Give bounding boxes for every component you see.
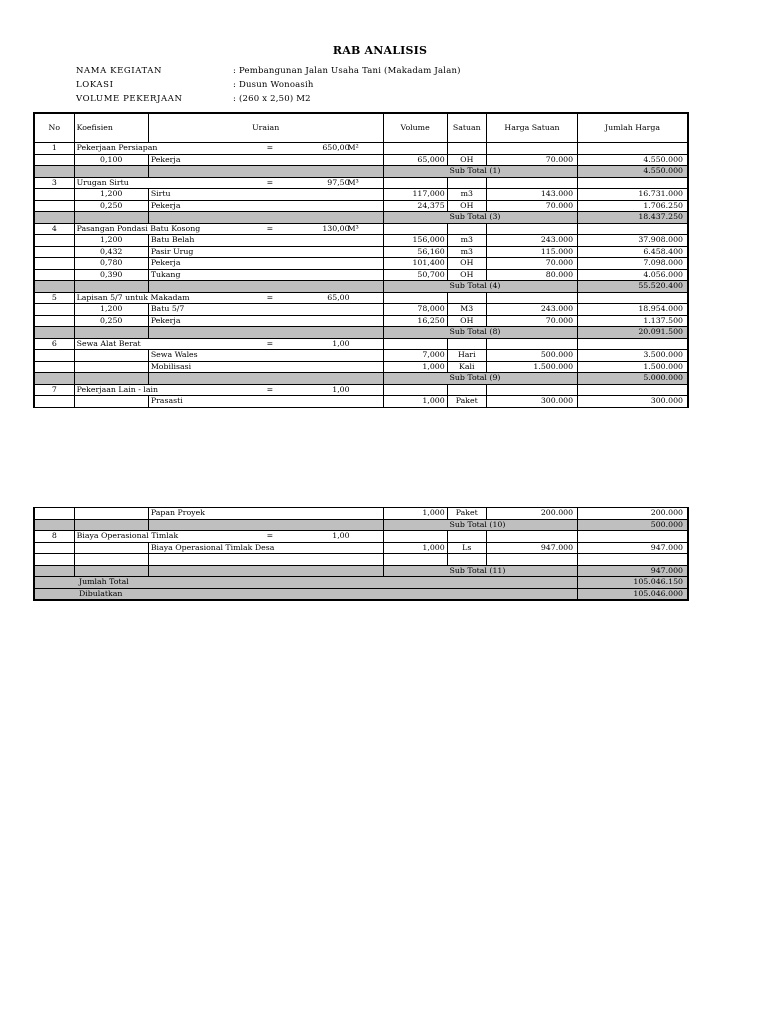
empty-cell	[74, 281, 148, 293]
item-harga-satuan: 947.000	[486, 542, 577, 554]
empty-cell	[486, 338, 577, 350]
section-title: Biaya Operasional Timlak	[76, 531, 179, 541]
item-uraian: Pekerja	[148, 258, 383, 270]
item-harga-satuan: 70.000	[486, 200, 577, 212]
section-title: Pekerjaan Lain - lain	[76, 384, 158, 394]
item-jumlah-harga: 1.137.500	[578, 315, 688, 327]
item-uraian: Sirtu	[148, 189, 383, 201]
empty-cell	[34, 315, 74, 327]
section-row	[34, 384, 688, 396]
section-row	[34, 143, 688, 155]
item-jumlah-harga: 4.056.000	[578, 269, 688, 281]
section-number: 1	[34, 143, 74, 155]
section-equals: =	[266, 292, 274, 302]
item-jumlah-harga: 1.500.000	[578, 361, 688, 373]
item-volume: 16,250	[383, 315, 447, 327]
item-satuan: OH	[447, 315, 486, 327]
meta-row-volume	[76, 92, 461, 106]
item-uraian: Sewa Wales	[148, 350, 383, 362]
item-volume: 101,400	[383, 258, 447, 270]
item-volume: 1,000	[383, 396, 447, 408]
empty-cell	[578, 384, 688, 396]
item-volume: 156,000	[383, 235, 447, 247]
subtotal-label: Sub Total (9)	[383, 373, 578, 385]
subtotal-amount: 500.000	[578, 519, 688, 531]
empty-cell	[578, 531, 688, 543]
item-koefisien: 1,200	[74, 304, 148, 316]
subtotal-row	[34, 373, 688, 385]
item-row	[34, 189, 688, 201]
section-equals: =	[266, 338, 274, 348]
item-uraian: Batu Belah	[148, 235, 383, 247]
empty-cell	[148, 212, 383, 224]
empty-cell	[74, 166, 148, 178]
empty-cell	[486, 143, 577, 155]
section-quantity: 97,50	[327, 177, 350, 187]
section-title-cell	[74, 223, 383, 235]
item-harga-satuan: 70.000	[486, 258, 577, 270]
item-jumlah-harga: 18.954.000	[578, 304, 688, 316]
meta-label: VOLUME PEKERJAAN	[76, 94, 183, 104]
empty-cell	[447, 292, 486, 304]
item-satuan: Paket	[447, 508, 486, 520]
item-satuan: OH	[447, 269, 486, 281]
empty-cell	[447, 531, 486, 543]
item-volume: 65,000	[383, 154, 447, 166]
section-number: 5	[34, 292, 74, 304]
section-number: 3	[34, 177, 74, 189]
empty-cell	[148, 327, 383, 339]
empty-cell	[383, 531, 447, 543]
empty-cell	[447, 177, 486, 189]
empty-cell	[34, 350, 74, 362]
empty-cell	[34, 200, 74, 212]
section-row	[34, 338, 688, 350]
section-title: Pekerjaan Persiapan	[76, 143, 158, 153]
section-equals: =	[266, 531, 274, 540]
item-satuan: Ls	[447, 542, 486, 554]
subtotal-label: Sub Total (11)	[383, 565, 578, 577]
total-row	[34, 588, 688, 600]
empty-cell	[383, 143, 447, 155]
empty-cell	[578, 338, 688, 350]
empty-cell	[447, 384, 486, 396]
empty-cell	[148, 166, 383, 178]
total-label: Jumlah Total	[34, 577, 578, 589]
empty-cell	[148, 281, 383, 293]
section-equals: =	[266, 384, 274, 394]
item-jumlah-harga: 4.550.000	[578, 154, 688, 166]
empty-cell	[74, 519, 148, 531]
item-row	[34, 350, 688, 362]
item-satuan: m3	[447, 189, 486, 201]
section-equals: =	[266, 223, 274, 233]
item-uraian: Pekerja	[148, 200, 383, 212]
subtotal-label: Sub Total (3)	[383, 212, 578, 224]
meta-row-kegiatan	[76, 64, 461, 78]
item-koefisien: 1,200	[74, 235, 148, 247]
empty-cell	[34, 327, 74, 339]
item-jumlah-harga: 200.000	[578, 508, 688, 520]
item-row	[34, 200, 688, 212]
item-uraian: Batu 5/7	[148, 304, 383, 316]
item-koefisien: 0,250	[74, 315, 148, 327]
empty-cell	[34, 373, 74, 385]
item-koefisien	[74, 542, 148, 554]
section-title-cell	[74, 531, 383, 543]
empty-cell	[447, 223, 486, 235]
empty-cell	[34, 166, 74, 178]
rab-table-top	[33, 112, 689, 408]
subtotal-amount: 4.550.000	[578, 166, 688, 178]
section-title-cell	[74, 143, 383, 155]
subtotal-row	[34, 212, 688, 224]
item-satuan: OH	[447, 154, 486, 166]
section-row	[34, 223, 688, 235]
item-harga-satuan: 1.500.000	[486, 361, 577, 373]
item-harga-satuan: 243.000	[486, 235, 577, 247]
meta-label: NAMA KEGIATAN	[76, 66, 163, 76]
section-title: Lapisan 5/7 untuk Makadam	[76, 292, 190, 302]
item-row	[34, 235, 688, 247]
empty-cell	[34, 361, 74, 373]
item-jumlah-harga: 16.731.000	[578, 189, 688, 201]
item-volume: 78,000	[383, 304, 447, 316]
subtotal-amount: 18.437.250	[578, 212, 688, 224]
item-volume: 117,000	[383, 189, 447, 201]
total-label: Dibulatkan	[34, 588, 578, 600]
section-title-cell	[74, 292, 383, 304]
total-amount: 105.046.150	[578, 577, 688, 589]
item-row	[34, 508, 688, 520]
total-row	[34, 577, 688, 589]
empty-cell	[486, 292, 577, 304]
item-satuan: OH	[447, 200, 486, 212]
item-koefisien: 1,200	[74, 189, 148, 201]
rab-table-bottom	[33, 507, 689, 601]
item-harga-satuan: 243.000	[486, 304, 577, 316]
item-jumlah-harga: 300.000	[578, 396, 688, 408]
item-row	[34, 246, 688, 258]
empty-cell	[383, 223, 447, 235]
item-koefisien: 0,100	[74, 154, 148, 166]
item-jumlah-harga: 1.706.250	[578, 200, 688, 212]
empty-cell	[447, 338, 486, 350]
section-title: Sewa Alat Berat	[76, 338, 141, 348]
section-number: 6	[34, 338, 74, 350]
section-quantity: 1,00	[332, 384, 350, 394]
empty-cell	[148, 554, 383, 566]
item-uraian: Prasasti	[148, 396, 383, 408]
section-row	[34, 292, 688, 304]
empty-cell	[34, 304, 74, 316]
item-satuan: M3	[447, 304, 486, 316]
subtotal-label: Sub Total (8)	[383, 327, 578, 339]
item-uraian: Biaya Operasional Timlak Desa	[148, 542, 383, 554]
item-row	[34, 361, 688, 373]
empty-cell	[447, 554, 486, 566]
empty-cell	[578, 143, 688, 155]
item-jumlah-harga: 37.908.000	[578, 235, 688, 247]
item-jumlah-harga: 6.458.400	[578, 246, 688, 258]
header-volume: Volume	[383, 113, 447, 143]
subtotal-row	[34, 166, 688, 178]
item-harga-satuan: 200.000	[486, 508, 577, 520]
empty-cell	[148, 373, 383, 385]
empty-cell	[34, 396, 74, 408]
subtotal-row	[34, 281, 688, 293]
empty-cell	[486, 177, 577, 189]
empty-cell	[74, 327, 148, 339]
section-title-cell	[74, 338, 383, 350]
item-uraian: Pekerja	[148, 315, 383, 327]
item-volume: 1,000	[383, 542, 447, 554]
item-koefisien: 0,432	[74, 246, 148, 258]
section-quantity: 1,00	[332, 531, 350, 540]
section-quantity: 130,00	[322, 223, 350, 233]
section-unit: M²	[347, 143, 359, 152]
section-number: 4	[34, 223, 74, 235]
header-harga-satuan: Harga Satuan	[486, 113, 577, 143]
subtotal-label: Sub Total (1)	[383, 166, 578, 178]
empty-cell	[578, 554, 688, 566]
section-quantity: 650,00	[322, 143, 350, 152]
item-satuan: Hari	[447, 350, 486, 362]
item-koefisien	[74, 508, 148, 520]
item-uraian: Papan Proyek	[148, 508, 383, 520]
subtotal-row	[34, 519, 688, 531]
table-header-row	[34, 113, 688, 143]
empty-cell	[74, 554, 148, 566]
meta-value: : Pembangunan Jalan Usaha Tani (Makadam Jalan)	[233, 66, 461, 76]
document-title: RAB ANALISIS	[332, 44, 428, 57]
item-harga-satuan: 500.000	[486, 350, 577, 362]
item-jumlah-harga: 7.098.000	[578, 258, 688, 270]
empty-cell	[34, 554, 74, 566]
header-uraian: Uraian	[148, 113, 383, 143]
empty-cell	[447, 143, 486, 155]
item-row	[34, 304, 688, 316]
item-harga-satuan: 70.000	[486, 154, 577, 166]
empty-cell	[34, 212, 74, 224]
section-unit: M³	[347, 177, 359, 187]
item-koefisien	[74, 350, 148, 362]
meta-label: LOKASI	[76, 80, 114, 90]
item-koefisien: 0,390	[74, 269, 148, 281]
section-number: 7	[34, 384, 74, 396]
section-title-cell	[74, 177, 383, 189]
empty-cell	[486, 531, 577, 543]
subtotal-amount: 5.000.000	[578, 373, 688, 385]
header-jumlah-harga: Jumlah Harga	[578, 113, 688, 143]
item-satuan: Kali	[447, 361, 486, 373]
header-no: No	[34, 113, 74, 143]
section-title: Pasangan Pondasi Batu Kosong	[76, 223, 201, 233]
empty-cell	[34, 154, 74, 166]
section-quantity: 1,00	[332, 338, 350, 348]
subtotal-amount: 55.520.400	[578, 281, 688, 293]
item-volume: 24,375	[383, 200, 447, 212]
empty-cell	[383, 292, 447, 304]
empty-cell	[148, 519, 383, 531]
item-harga-satuan: 115.000	[486, 246, 577, 258]
empty-cell	[578, 177, 688, 189]
empty-cell	[34, 542, 74, 554]
item-row	[34, 396, 688, 408]
section-number: 8	[34, 531, 74, 543]
section-equals: =	[266, 177, 274, 187]
item-uraian: Pekerja	[148, 154, 383, 166]
item-row	[34, 269, 688, 281]
item-koefisien	[74, 396, 148, 408]
empty-cell	[34, 508, 74, 520]
item-satuan: OH	[447, 258, 486, 270]
empty-cell	[486, 554, 577, 566]
item-volume: 56,160	[383, 246, 447, 258]
item-uraian: Mobilisasi	[148, 361, 383, 373]
subtotal-row	[34, 327, 688, 339]
item-koefisien: 0,250	[74, 200, 148, 212]
empty-cell	[148, 565, 383, 577]
empty-cell	[74, 212, 148, 224]
section-row	[34, 531, 688, 543]
item-row	[34, 154, 688, 166]
section-row	[34, 177, 688, 189]
item-harga-satuan: 70.000	[486, 315, 577, 327]
item-satuan: m3	[447, 235, 486, 247]
meta-value: : (260 x 2,50) M2	[233, 94, 311, 104]
blank-row	[34, 554, 688, 566]
subtotal-amount: 20.091.500	[578, 327, 688, 339]
item-volume: 7,000	[383, 350, 447, 362]
item-row	[34, 315, 688, 327]
subtotal-row	[34, 565, 688, 577]
section-equals: =	[266, 143, 274, 152]
item-koefisien	[74, 361, 148, 373]
empty-cell	[486, 384, 577, 396]
item-satuan: m3	[447, 246, 486, 258]
empty-cell	[34, 189, 74, 201]
meta-row-lokasi	[76, 78, 461, 92]
section-quantity: 65,00	[327, 292, 350, 302]
empty-cell	[74, 373, 148, 385]
header-satuan: Satuan	[447, 113, 486, 143]
empty-cell	[34, 235, 74, 247]
empty-cell	[383, 554, 447, 566]
subtotal-amount: 947.000	[578, 565, 688, 577]
item-row	[34, 542, 688, 554]
item-jumlah-harga: 3.500.000	[578, 350, 688, 362]
item-volume: 50,700	[383, 269, 447, 281]
section-unit: M³	[347, 223, 359, 233]
subtotal-label: Sub Total (10)	[383, 519, 578, 531]
item-uraian: Tukang	[148, 269, 383, 281]
item-uraian: Pasir Urug	[148, 246, 383, 258]
section-title: Urugan Sirtu	[76, 177, 129, 187]
item-row	[34, 258, 688, 270]
meta-value: : Dusun Wonoasih	[233, 80, 314, 90]
empty-cell	[486, 223, 577, 235]
empty-cell	[34, 258, 74, 270]
empty-cell	[383, 384, 447, 396]
empty-cell	[34, 269, 74, 281]
item-jumlah-harga: 947.000	[578, 542, 688, 554]
empty-cell	[578, 292, 688, 304]
empty-cell	[383, 177, 447, 189]
item-harga-satuan: 80.000	[486, 269, 577, 281]
empty-cell	[34, 519, 74, 531]
item-koefisien: 0,780	[74, 258, 148, 270]
item-satuan: Paket	[447, 396, 486, 408]
empty-cell	[74, 565, 148, 577]
empty-cell	[578, 223, 688, 235]
empty-cell	[34, 565, 74, 577]
total-amount: 105.046.000	[578, 588, 688, 600]
item-volume: 1,000	[383, 361, 447, 373]
item-harga-satuan: 143.000	[486, 189, 577, 201]
header-koefisien: Koefisien	[74, 113, 148, 143]
project-info	[76, 64, 461, 106]
item-volume: 1,000	[383, 508, 447, 520]
empty-cell	[383, 338, 447, 350]
item-harga-satuan: 300.000	[486, 396, 577, 408]
empty-cell	[34, 246, 74, 258]
empty-cell	[34, 281, 74, 293]
section-title-cell	[74, 384, 383, 396]
subtotal-label: Sub Total (4)	[383, 281, 578, 293]
